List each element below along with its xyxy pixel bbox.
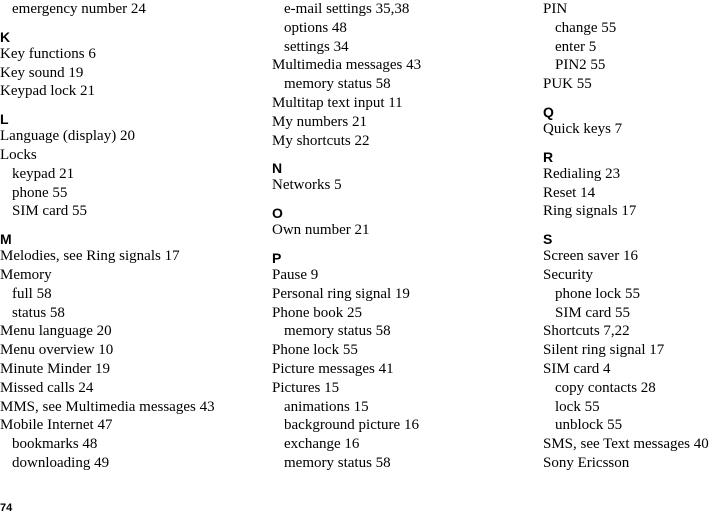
index-entry: PUK 55: [543, 76, 592, 93]
index-subentry: unblock 55: [555, 417, 623, 434]
index-subentry: memory status 58: [284, 454, 391, 471]
index-entry: Own number 21: [272, 222, 370, 239]
index-subentry: bookmarks 48: [12, 436, 98, 453]
index-column-2: [272, 0, 421, 473]
index-entry: My numbers 21: [272, 113, 367, 130]
index-entry: Networks 5: [272, 177, 342, 194]
index-subentry: keypad 21: [12, 165, 75, 182]
index-entry: Quick keys 7: [543, 120, 623, 137]
index-entry: Menu overview 10: [0, 342, 114, 359]
index-subentry: PIN2 55: [555, 57, 606, 74]
index-subentry: e-mail settings 35,38: [284, 1, 410, 17]
section-letter: M: [0, 231, 12, 248]
index-entry: Reset 14: [543, 184, 596, 201]
section-letter: R: [543, 148, 554, 165]
section-letter: N: [272, 160, 283, 177]
index-entry: Pictures 15: [272, 379, 340, 396]
section-letter: P: [272, 249, 282, 266]
index-column-3: [543, 0, 709, 473]
index-entry: My shortcuts 22: [272, 132, 370, 149]
index-entry: Multitap text input 11: [272, 94, 403, 111]
index-entry: MMS, see Multimedia messages 43: [0, 398, 215, 415]
index-subentry: downloading 49: [12, 454, 110, 471]
index-entry: Redialing 23: [543, 165, 621, 182]
index-entry: Personal ring signal 19: [272, 285, 410, 302]
index-entry: Key functions 6: [0, 45, 96, 62]
index-entry: Ring signals 17: [543, 203, 637, 220]
index-entry: Phone book 25: [272, 304, 362, 321]
index-subentry: full 58: [12, 285, 52, 302]
index-subentry: background picture 16: [284, 417, 419, 434]
index-entry: Security: [543, 266, 593, 283]
index-subentry: animations 15: [284, 398, 369, 415]
page-number: 74: [0, 502, 13, 514]
index-subentry: memory status 58: [284, 323, 391, 340]
index-subentry: settings 34: [284, 38, 349, 55]
index-entry: Melodies, see Ring signals 17: [0, 248, 180, 265]
index-subentry: SIM card 55: [555, 304, 630, 321]
index-entry: Pause 9: [272, 266, 319, 283]
index-subentry: lock 55: [555, 398, 600, 415]
index-subentry: copy contacts 28: [555, 379, 656, 396]
index-entry: Screen saver 16: [543, 248, 638, 265]
index-entry: Mobile Internet 47: [0, 417, 113, 434]
index-subentry: phone 55: [12, 184, 68, 201]
index-entry: Picture messages 41: [272, 360, 394, 377]
index-subentry: exchange 16: [284, 436, 360, 453]
index-column-1: [0, 0, 215, 473]
index-entry: Menu language 20: [0, 323, 112, 340]
index-subentry: memory status 58: [284, 76, 391, 93]
index-entry: PIN: [543, 1, 568, 17]
index-entry: Multimedia messages 43: [272, 57, 422, 74]
index-entry: Memory: [0, 266, 52, 283]
index-entry: Minute Minder 19: [0, 360, 110, 377]
index-entry: Key sound 19: [0, 64, 84, 81]
index-entry: SIM card 4: [543, 360, 611, 377]
section-letter: K: [0, 28, 11, 45]
section-letter: L: [0, 111, 9, 128]
index-entry: Locks: [0, 146, 37, 163]
index-entry: Shortcuts 7,22: [543, 323, 630, 340]
index-entry: SMS, see Text messages 40: [543, 436, 709, 453]
index-subentry: options 48: [284, 19, 347, 36]
index-subentry: emergency number 24: [12, 1, 146, 17]
index-subentry: status 58: [12, 304, 65, 321]
index-entry: Keypad lock 21: [0, 83, 95, 100]
section-letter: Q: [543, 103, 554, 120]
index-subentry: SIM card 55: [12, 203, 87, 220]
section-letter: S: [543, 231, 553, 248]
index-subentry: phone lock 55: [555, 285, 640, 302]
section-letter: O: [272, 205, 283, 222]
index-subentry: enter 5: [555, 38, 597, 55]
index-entry: Silent ring signal 17: [543, 342, 665, 359]
index-entry: Language (display) 20: [0, 128, 135, 145]
index-entry: Phone lock 55: [272, 342, 358, 359]
index-entry: Missed calls 24: [0, 379, 94, 396]
index-subentry: change 55: [555, 19, 617, 36]
index-entry: Sony Ericsson: [543, 454, 630, 471]
